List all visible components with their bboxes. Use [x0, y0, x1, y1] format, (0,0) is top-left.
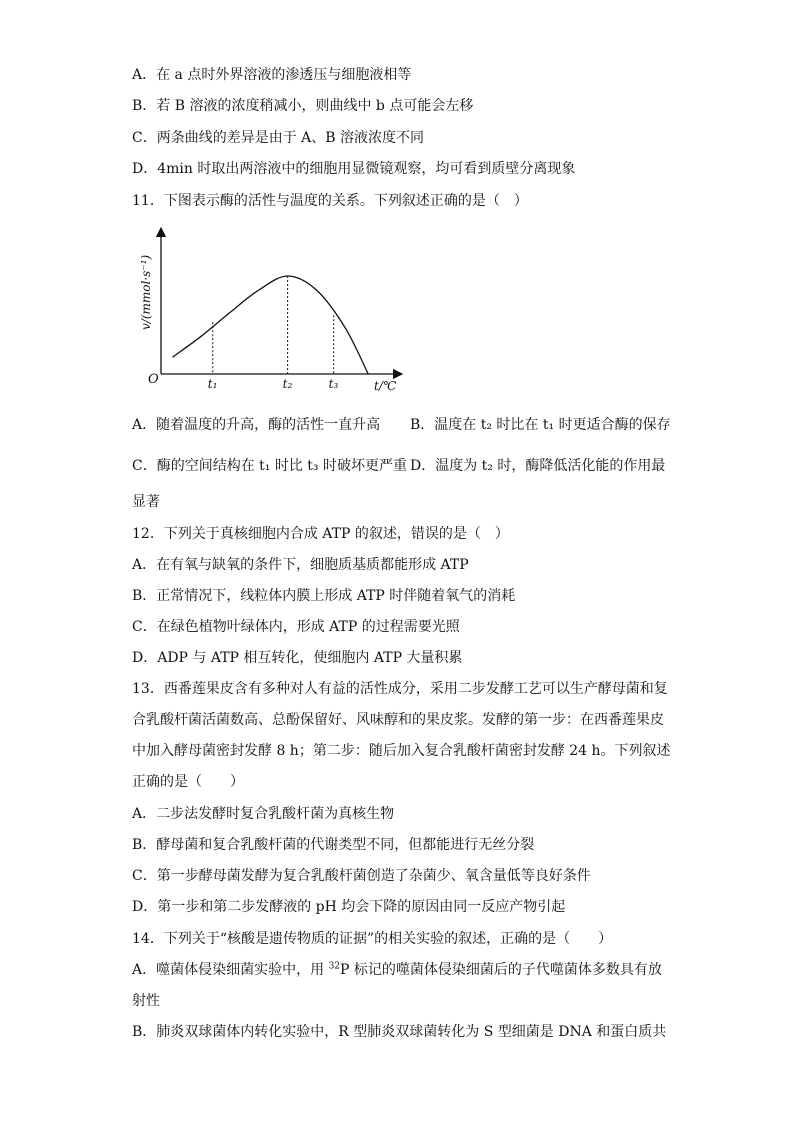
enzyme-temperature-chart — [136, 226, 406, 396]
origin-label: O — [148, 372, 159, 387]
q13-stem-line-2: 合乳酸杆菌活菌数高、总酚保留好、风味醇和的果皮浆。发酵的第一步：在西番莲果皮 — [132, 712, 664, 728]
q12-stem: 12．下列关于真核细胞内合成 ATP 的叙述，错误的是（ ） — [132, 526, 509, 542]
q11-option-b: B．温度在 t₂ 时比在 t₁ 时更适合酶的保存 — [410, 417, 671, 433]
q10-option-a: A．在 a 点时外界溶液的渗透压与细胞液相等 — [132, 67, 412, 83]
q14-option-a-pre: A．噬菌体侵染细菌实验中，用 — [132, 962, 329, 978]
q13-stem-line-4: 正确的是（ ） — [132, 774, 244, 790]
q14-stem: 14．下列关于“核酸是遗传物质的证据”的相关实验的叙述，正确的是（ ） — [132, 931, 613, 947]
activity-curve — [173, 276, 369, 374]
q13-option-a: A．二步法发酵时复合乳酸杆菌为真核生物 — [132, 806, 395, 822]
q12-option-b: B．正常情况下，线粒体内膜上形成 ATP 时伴随着氧气的消耗 — [132, 588, 516, 604]
q12-option-a: A．在有氧与缺氧的条件下，细胞质基质都能形成 ATP — [132, 557, 469, 573]
x-axis-label: t/℃ — [374, 379, 397, 393]
q11-option-c: C．酶的空间结构在 t₁ 时比 t₃ 时破坏更严重 — [132, 458, 407, 474]
q13-stem-line-1: 13．西番莲果皮含有多种对人有益的活性成分，采用二步发酵工艺可以生产酵母菌和复 — [132, 681, 668, 697]
q13-option-c: C．第一步酵母菌发酵为复合乳酸杆菌创造了杂菌少、氧含量低等良好条件 — [132, 868, 591, 884]
q12-option-c: C．在绿色植物叶绿体内，形成 ATP 的过程需要光照 — [132, 619, 460, 635]
q11-option-d-cont: 显著 — [132, 494, 160, 510]
x-tick-label: t₂ — [282, 377, 293, 391]
q11-option-d: D．温度为 t₂ 时，酶降低活化能的作用最 — [410, 458, 666, 474]
q11-option-a: A．随着温度的升高，酶的活性一直升高 — [132, 417, 381, 433]
q10-option-c: C．两条曲线的差异是由于 A、B 溶液浓度不同 — [132, 130, 425, 146]
q10-option-d: D．4min 时取出两溶液中的细胞用显微镜观察，均可看到质壁分离现象 — [132, 161, 576, 177]
q14-option-a-cont: 射性 — [132, 993, 160, 1009]
q13-option-d: D．第一步和第二步发酵液的 pH 均会下降的原因由同一反应产物引起 — [132, 899, 566, 915]
q10-option-b: B．若 B 溶液的浓度稍减小，则曲线中 b 点可能会左移 — [132, 98, 474, 114]
q14-option-b: B．肺炎双球菌体内转化实验中，R 型肺炎双球菌转化为 S 型细菌是 DNA 和蛋白质共 — [132, 1024, 667, 1040]
x-tick-label: t₁ — [207, 377, 218, 391]
y-axis-label: v/(mmol·s⁻¹) — [139, 254, 153, 330]
q12-option-d: D．ADP 与 ATP 相互转化，使细胞内 ATP 大量积累 — [132, 650, 463, 666]
q13-option-b: B．酵母菌和复合乳酸杆菌的代谢类型不同，但都能进行无丝分裂 — [132, 837, 535, 853]
x-tick-label: t₃ — [328, 377, 339, 391]
q14-option-a-post: P 标记的噬菌体侵染细菌后的子代噬菌体多数具有放 — [340, 962, 662, 978]
q14-option-a — [132, 960, 662, 980]
isotope-mass-number: 32 — [328, 961, 341, 972]
q11-stem: 11．下图表示酶的活性与温度的关系。下列叙述正确的是（ ） — [132, 193, 528, 209]
q13-stem-line-3: 中加入酵母菌密封发酵 8 h；第二步：随后加入复合乳酸杆菌密封发酵 24 h。下列叙述 — [132, 743, 671, 759]
